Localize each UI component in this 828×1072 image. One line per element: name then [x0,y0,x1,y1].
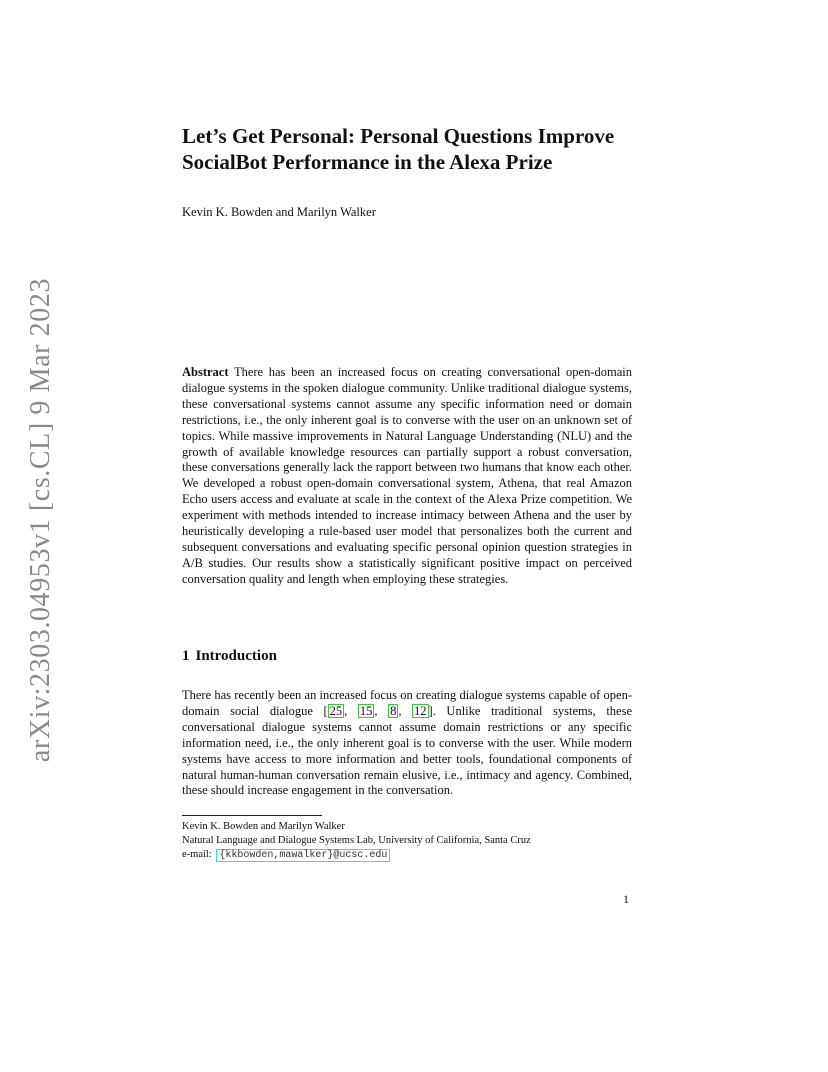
arxiv-identifier-text: arXiv:2303.04953v1 [cs.CL] 9 Mar 2023 [25,277,57,763]
abstract-label: Abstract [182,365,229,379]
citation-link[interactable]: 12 [414,703,427,718]
section-number: 1 [182,648,190,664]
paper-title-line-2: SocialBot Performance in the Alexa Prize [182,150,553,174]
section-heading-introduction [182,648,277,665]
intro-text-rest: ]. Unlike traditional systems, these conversational dialogue systems cannot assume domain restrictions or any specific information need, i.e., the only inherent goal is to converse with the user. While modern systems have access to more information and better tools, foundational components of natural human-human conversation remain elusive, i.e., intimacy and agency. Combined, these should increase engagement in the conversation. [182,703,632,798]
section-title: Introduction [195,648,277,664]
citation-link[interactable]: 25 [329,703,343,718]
abstract [182,365,632,588]
paper-title-line-1: Let’s Get Personal: Personal Questions Improve [182,124,615,148]
footnote-divider [182,815,322,816]
paper-title [182,123,652,175]
intro-text-start: There has recently been an increased focus on creating dialogue systems capable of open-domain social dialogue [ [182,688,632,718]
abstract-text: There has been an increased focus on creating conversational open-domain dialogue systems in the spoken dialogue community. Unlike traditional dialogue systems, these conversational systems cannot assume any specific information need or domain restrictions, i.e., the only inherent goal is to converse with the user on an unknown set of topics. While massive improvements in Natural Language Understanding (NLU) and the growth of available knowledge resources can partially support a robust conversation, these conversations generally lack the rapport between two humans that know each other. We developed a robust open-domain conversational system, Athena, that real Amazon Echo users access and evaluate at scale in the context of the Alexa Prize competition. We experiment with methods intended to increase intimacy between Athena and the user by heuristically developing a rule-based user model that personalizes both the current and subsequent conversations and evaluating specific personal opinion question strategies in A/B studies. Our results show a statistically significant positive impact on perceived conversation quality and length when employing these strategies. [182,365,632,586]
citation-link[interactable]: 15 [359,703,373,718]
email-link[interactable]: {kkbowden,mawalker}@ucsc.edu [216,849,390,862]
footnote-email-line [182,848,632,863]
footnote-affiliation: Natural Language and Dialogue Systems Lab, University of California, Santa Cruz [182,835,531,846]
footnote-names: Kevin K. Bowden and Marilyn Walker [182,821,345,832]
author-footnote [182,820,632,863]
paper-authors: Kevin K. Bowden and Marilyn Walker [182,205,376,219]
arxiv-identifier-stamp [18,277,64,763]
email-label: e-mail: [182,849,212,860]
page-number: 1 [623,892,629,906]
citation-link[interactable]: 8 [390,703,397,718]
introduction-paragraph: There has recently been an increased focus on creating dialogue systems capable of open-domain social dialogue [ 25 , 15 , 8 , 12 ]. Unlike traditional systems, these conversational dialogue systems cannot assume domain restrictions or any specific information need, i.e., the only inherent goal is to converse with the user. While modern systems have access to more information and better tools, foundational components of natural human-human conversation remain elusive, i.e., intimacy and agency. Combined, these should increase engagement in the conversation. [182,688,632,798]
